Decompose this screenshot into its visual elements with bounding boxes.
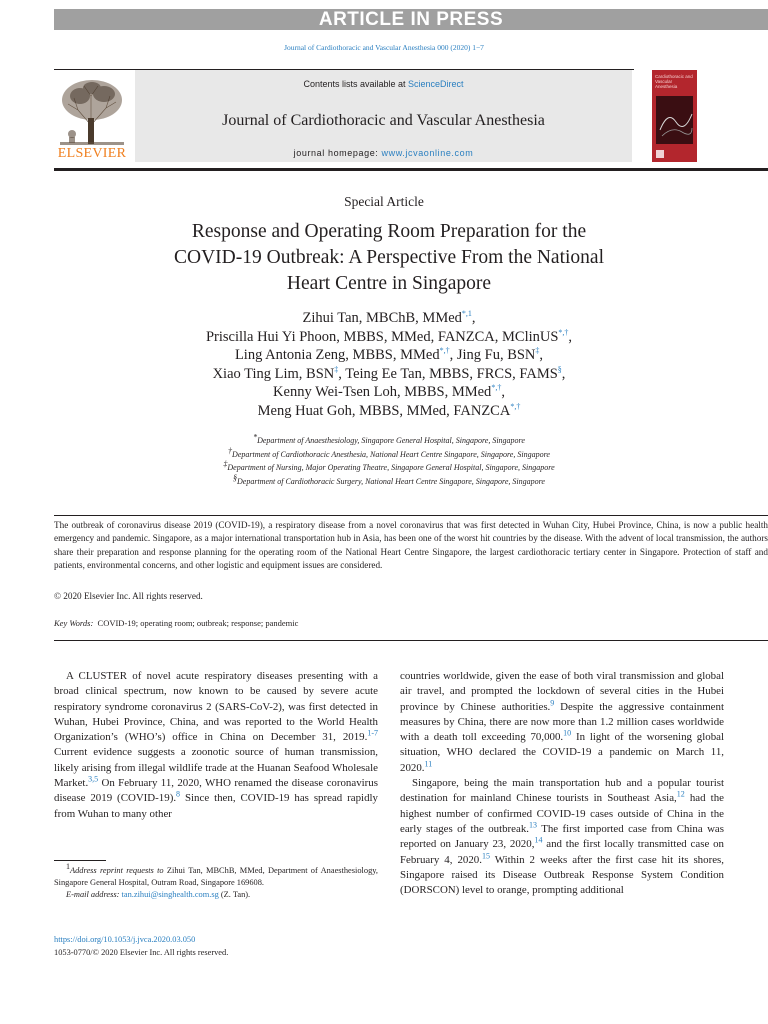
affiliation-mark: † xyxy=(228,445,233,455)
affiliation xyxy=(100,434,678,448)
body-column-right xyxy=(400,669,724,898)
masthead-bottom-rule xyxy=(54,168,768,171)
affiliation-mark: * xyxy=(253,432,258,442)
journal-citation-link[interactable]: Journal of Cardiothoracic and Vascular Anesthesia 000 (2020) 1−7 xyxy=(284,43,484,52)
citation-link[interactable]: 12 xyxy=(676,789,685,799)
separator: , xyxy=(539,347,544,363)
author-line xyxy=(100,346,678,365)
footnote-address xyxy=(54,862,378,889)
email-label: E-mail address: xyxy=(66,890,120,900)
corresponding-author-footnote xyxy=(54,862,378,902)
affiliation-list xyxy=(100,434,678,488)
author-affiliation-mark[interactable]: *,† xyxy=(491,383,502,393)
body-text: and the first locally transmitted case on February 4, 2020. xyxy=(400,838,724,866)
body-paragraph xyxy=(54,669,378,822)
author-affiliation-mark[interactable]: ‡ xyxy=(334,364,339,374)
article-type: Special Article xyxy=(344,194,424,209)
keywords-label: Key Words: xyxy=(54,618,94,628)
separator: , xyxy=(338,365,342,382)
separator: , xyxy=(568,328,573,345)
author-affiliation-mark[interactable]: *,† xyxy=(558,327,569,337)
author-name: Meng Huat Goh, MBBS, MMed, FANZCA xyxy=(257,402,511,419)
email-suffix: (Z. Tan). xyxy=(218,890,251,900)
footnote-label: Address reprint requests to xyxy=(70,866,164,875)
author-name: Jing Fu, BSN xyxy=(453,347,536,363)
body-text: countries worldwide, given the ease of both viral transmission and global air travel, and prompted the lockdown of several cities in the Hubei province by Chinese authorities. xyxy=(400,670,724,713)
sciencedirect-link[interactable]: ScienceDirect xyxy=(408,79,464,89)
body-text: A CLUSTER of novel acute respiratory diseases presenting with a broad clinical spectrum, now known to be caused by severe acute respiratory syndrome coronavirus 2 (SARS-CoV-2), was first detected in Wuhan, Hubei Province, China, and was reported to the World Health Organization’s (WHO’s) office in China on December 31, 2019. xyxy=(54,670,378,744)
separator: , xyxy=(561,365,566,382)
affiliation-text: Department of Nursing, Major Operating Theatre, Singapore General Hospital, Singapore, Singapore xyxy=(227,463,555,472)
title-line: COVID-19 Outbreak: A Perspective From the National xyxy=(174,247,604,268)
citation-link[interactable]: 8 xyxy=(176,789,181,799)
author-line xyxy=(100,309,678,328)
footnote-mark: 1 xyxy=(66,862,70,872)
body-text: had the highest number of confirmed COVID-19 cases outside of China in the early stages of the outbreak. xyxy=(400,792,724,835)
cover-title: Cardiothoracic and Vascular Anesthesia xyxy=(655,74,693,89)
citation-link[interactable]: 13 xyxy=(529,820,538,830)
author-line xyxy=(100,328,678,347)
banner-text: ARTICLE IN PRESS xyxy=(318,8,504,30)
author-name: Teing Ee Tan, MBBS, FRCS, FAMS xyxy=(341,365,558,382)
author-name: Zihui Tan, MBChB, MMed xyxy=(302,310,462,326)
homepage-prefix: journal homepage: xyxy=(293,148,382,158)
cover-image-icon xyxy=(652,70,697,162)
affiliation-text: Department of Cardiothoracic Anesthesia, National Heart Centre Singapore, Singapore, Singapore xyxy=(232,449,550,459)
footnote-email xyxy=(54,889,378,901)
affiliation-mark: ‡ xyxy=(223,459,228,469)
author-affiliation-mark[interactable]: § xyxy=(557,364,562,374)
separator: , xyxy=(449,347,454,363)
affiliation xyxy=(100,461,678,475)
body-column-left xyxy=(54,669,378,822)
affiliation-text: Department of Cardiothoracic Surgery, National Heart Centre Singapore, Singapore, Singapore xyxy=(237,476,545,486)
footnote-text: Zihui Tan, MBChB, MMed, Department of Anaesthesiology, Singapore General Hospital, Outram Road, Singapore 169608. xyxy=(54,866,378,888)
journal-homepage-link[interactable]: www.jcvaonline.com xyxy=(381,148,474,158)
contents-prefix: Contents lists available at xyxy=(303,79,409,89)
article-in-press-banner xyxy=(54,9,768,30)
title-line: Heart Centre in Singapore xyxy=(286,273,492,294)
author-name: Kenny Wei-Tsen Loh, MBBS, MMed xyxy=(273,384,492,400)
journal-cover-thumbnail[interactable] xyxy=(652,70,697,162)
abstract-top-rule xyxy=(54,515,768,516)
doi-link[interactable]: https://doi.org/10.1053/j.jvca.2020.03.050 xyxy=(54,935,196,944)
author-name: Xiao Ting Lim, BSN xyxy=(212,365,335,382)
affiliation xyxy=(100,472,678,489)
citation-link[interactable]: 15 xyxy=(481,850,490,860)
abstract-text: The outbreak of coronavirus disease 2019 (COVID-19), a respiratory disease from a novel coronavirus that was first detected in Wuhan City, Hubei Province, China, is now a public health emergency and pandemic. Singapore, as a major international transportation hub in Asia, has been one of the worst hit countries by the disease. With the advent of local transmission, the authors share their preparation and response planning for the operating room of the National Heart Centre Singapore, the largest cardiothoracic tertiary center in Singapore. Protection of staff and patients, environmental concerns, and other logistic and equipment issues are considered. xyxy=(54,520,768,571)
author-line xyxy=(100,365,678,384)
contents-availability-line xyxy=(135,79,632,89)
author-affiliation-mark[interactable]: *,† xyxy=(510,401,521,411)
keywords xyxy=(54,618,298,628)
keywords-list: COVID-19; operating room; outbreak; response; pandemic xyxy=(97,618,299,628)
citation-link[interactable]: 14 xyxy=(534,835,543,845)
citation-link[interactable]: 9 xyxy=(550,697,555,707)
citation-link[interactable]: 1-7 xyxy=(367,728,378,738)
body-text: Current evidence suggests a zoonotic source of human transmission, likely arising from illegal wildlife trade at the Huanan Seafood Wholesale Market. xyxy=(54,746,378,790)
citation-link[interactable]: 10 xyxy=(563,728,572,738)
separator: , xyxy=(501,384,505,400)
body-text: Within 2 weeks after the first case hit its shores, Singapore raised its Disease Outbreak Response System Condition (DORSCON) level to orange, prompting additional xyxy=(400,853,724,897)
abstract-copyright: © 2020 Elsevier Inc. All rights reserved. xyxy=(54,591,203,601)
elsevier-wordmark: ELSEVIER xyxy=(57,146,127,161)
citation-link[interactable]: 11 xyxy=(424,759,433,769)
author-line xyxy=(100,383,678,402)
article-title xyxy=(100,219,678,297)
author-affiliation-mark[interactable]: *,1 xyxy=(461,309,472,319)
journal-homepage-line xyxy=(135,148,632,158)
footnote-rule xyxy=(54,860,106,861)
author-affiliation-mark[interactable]: *,† xyxy=(439,346,450,356)
body-text: Singapore, being the main transportation hub and a popular tourist destination for mainland Chinese tourists in Southeast Asia, xyxy=(400,777,724,805)
author-line xyxy=(100,402,678,421)
affiliation-text: Department of Anaesthesiology, Singapore General Hospital, Singapore, Singapore xyxy=(257,436,525,445)
journal-title: Journal of Cardiothoracic and Vascular Anesthesia xyxy=(222,112,545,129)
title-line: Response and Operating Room Preparation for the xyxy=(191,221,587,242)
body-text: Despite the aggressive containment measures by China, there are now more than 1.2 million cases worldwide with a death toll exceeding 70,000. xyxy=(400,700,724,744)
author-name: Ling Antonia Zeng, MBBS, MMed xyxy=(234,347,440,363)
affiliation-mark: § xyxy=(233,472,237,482)
author-email-link[interactable]: tan.zihui@singhealth.com.sg xyxy=(121,890,219,900)
body-text: In light of the worsening global situation, WHO declared the COVID-19 a pandemic on March 11, 2020. xyxy=(400,731,724,774)
author-list xyxy=(100,309,678,420)
author-name: Priscilla Hui Yi Phoon, MBBS, MMed, FANZCA, MClinUS xyxy=(205,328,559,345)
author-affiliation-mark[interactable]: ‡ xyxy=(535,346,540,356)
body-text: On February 11, 2020, WHO renamed the disease coronavirus disease 2019 (COVID-19). xyxy=(54,777,378,805)
body-paragraph xyxy=(400,776,724,898)
issn-copyright: 1053-0770/© 2020 Elsevier Inc. All rights reserved. xyxy=(54,948,229,957)
separator: , xyxy=(471,310,476,326)
abstract-bottom-rule xyxy=(54,640,768,641)
body-text: Since then, COVID-19 has spread rapidly from Wuhan to many other xyxy=(54,792,379,820)
citation-link[interactable]: 3,5 xyxy=(88,774,99,784)
affiliation xyxy=(100,445,678,462)
body-text: The first imported case from China was reported on January 23, 2020, xyxy=(400,822,725,851)
body-paragraph xyxy=(400,669,724,776)
